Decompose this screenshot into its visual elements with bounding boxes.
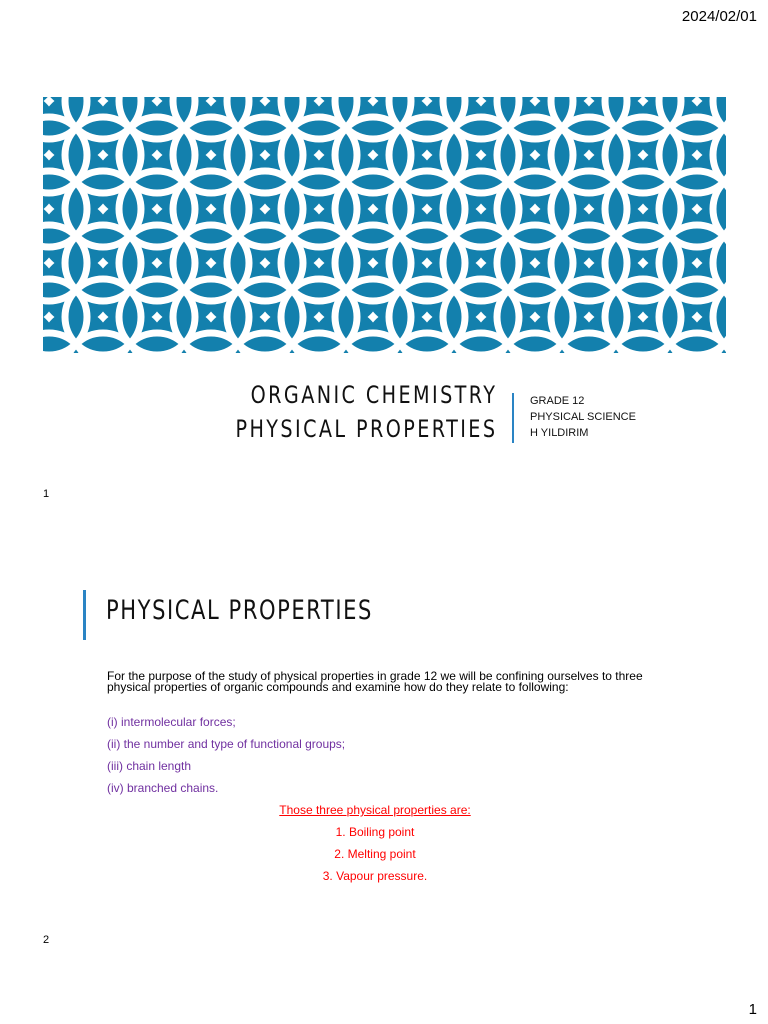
slide2-number: 2 (43, 934, 50, 946)
page-number: 1 (748, 1001, 757, 1018)
slide1-title-line-2: PHYSICAL PROPERTIES (235, 415, 497, 443)
subtitle-grade: GRADE 12 (530, 395, 585, 407)
subtitle-author: H YILDIRIM (530, 427, 589, 439)
banner-ring-pattern (43, 97, 726, 353)
slide1-number: 1 (43, 488, 50, 500)
title-slide-banner (43, 97, 726, 353)
title-divider (512, 393, 514, 443)
print-date: 2024/02/01 (681, 8, 757, 25)
properties-block (230, 803, 520, 891)
slide2-intro: For the purpose of the study of physical properties in grade 12 we will be confining ourselves to three physical properties of organic compounds and examine how do they relate to following: (107, 669, 643, 694)
list-item: (iv) branched chains. (107, 781, 219, 795)
list-item: (ii) the number and type of functional groups; (107, 737, 346, 751)
slide1-title-line-1: ORGANIC CHEMISTRY (250, 381, 497, 409)
list-item: (iii) chain length (107, 759, 192, 773)
property-melting-point: 2. Melting point (334, 847, 416, 861)
list-item: (i) intermolecular forces; (107, 715, 236, 729)
slide2-heading: PHYSICAL PROPERTIES (106, 595, 373, 626)
slide1-subtitle (530, 393, 636, 441)
property-boiling-point: 1. Boiling point (335, 825, 415, 839)
subtitle-subject: PHYSICAL SCIENCE (530, 411, 636, 423)
slide1-title (235, 378, 497, 446)
heading-accent-bar (83, 590, 86, 640)
properties-lead: Those three physical properties are: (279, 803, 471, 817)
factor-list (107, 715, 345, 803)
property-vapour-pressure: 3. Vapour pressure. (322, 869, 428, 883)
